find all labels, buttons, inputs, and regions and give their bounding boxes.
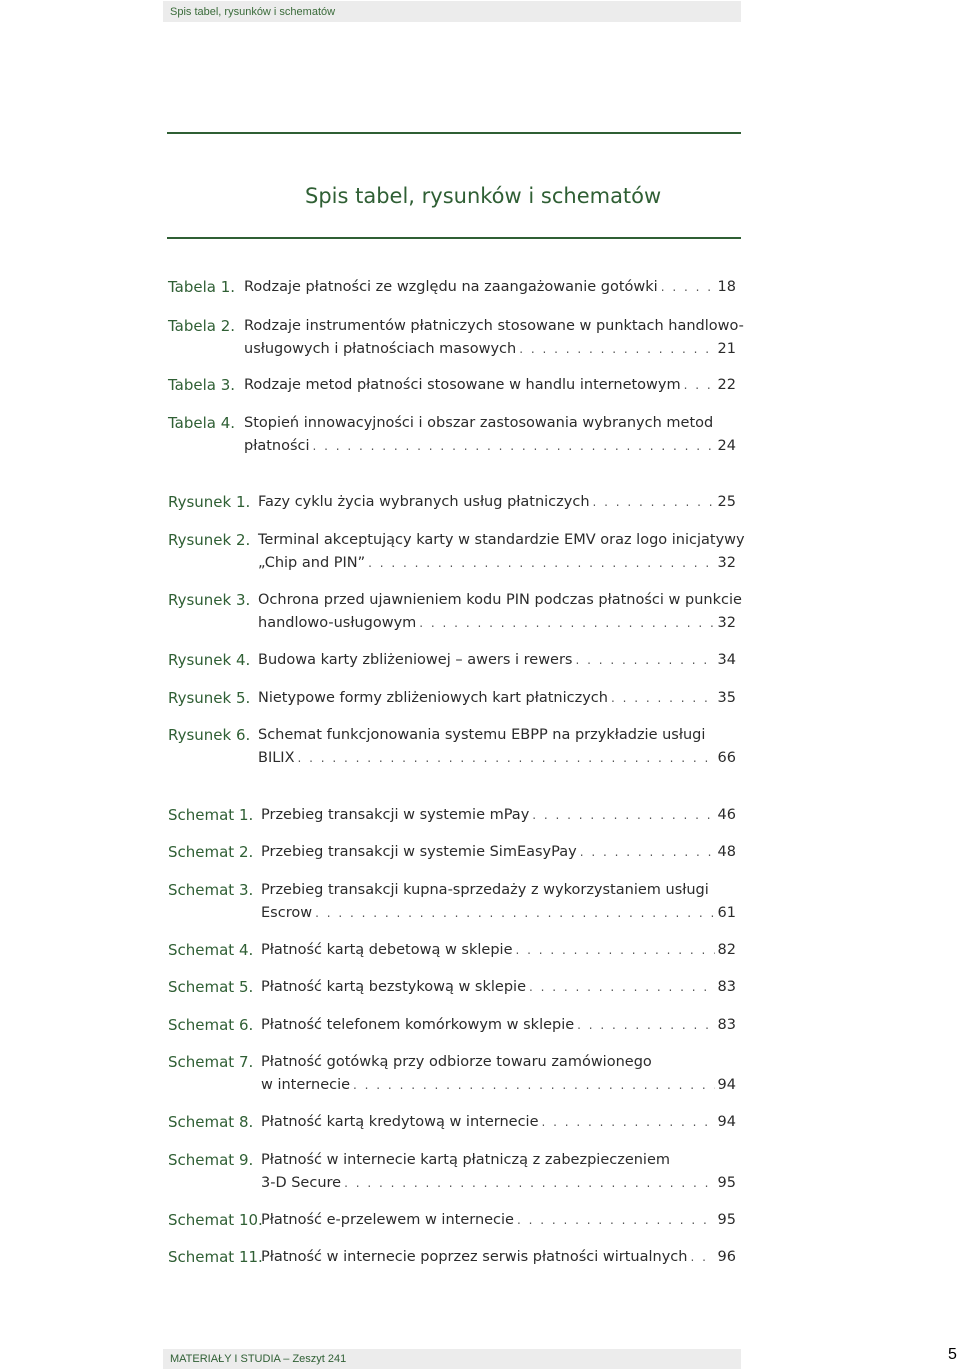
toc-entry (168, 1051, 736, 1097)
toc-entry-title: Fazy cyklu życia wybranych usług płatniczych (258, 494, 590, 510)
toc-entry (168, 315, 744, 361)
toc-entry (168, 1209, 736, 1232)
toc-entry-page: 35 (717, 690, 736, 706)
toc-entry-label: Rysunek 1. (168, 493, 251, 511)
toc-entry-label: Rysunek 6. (168, 726, 251, 744)
toc-entry-title: Stopień innowacyjności i obszar zastosowania wybranych metod (244, 415, 714, 431)
toc-entry-page: 34 (717, 652, 736, 668)
toc-entry-page: 83 (717, 1017, 736, 1033)
toc-entry-title: Płatność kartą debetową w sklepie (261, 942, 513, 958)
toc-entry-page: 94 (717, 1077, 736, 1093)
toc-entry-title: Terminal akceptujący karty w standardzie EMV oraz logo inicjatywy (258, 532, 745, 548)
toc-entry (168, 412, 736, 458)
toc-entry-page: 94 (717, 1114, 736, 1130)
toc-entry-page: 66 (717, 750, 736, 766)
toc-entry-title: Płatność w internecie poprzez serwis płatności wirtualnych (261, 1249, 688, 1265)
toc-entry-title: Płatność gotówką przy odbiorze towaru zamówionego (261, 1054, 652, 1070)
toc-entry-page: 25 (717, 494, 736, 510)
dot-leader (661, 276, 715, 299)
toc-entry-page: 96 (717, 1249, 736, 1265)
toc-entry-title: Rodzaje metod płatności stosowane w handlu internetowym (244, 377, 681, 393)
toc-entry-title: Płatność w internecie kartą płatniczą z zabezpieczeniem (261, 1152, 671, 1168)
toc-entry-page: 46 (717, 807, 736, 823)
toc-entry (168, 649, 736, 672)
toc-entry-label: Rysunek 5. (168, 689, 251, 707)
dot-leader (576, 649, 715, 672)
toc-entry-label: Schemat 3. (168, 881, 254, 899)
toc-entry-label: Schemat 5. (168, 978, 254, 996)
toc-entry-page: 95 (717, 1175, 736, 1191)
dot-leader (690, 1246, 714, 1269)
toc-entry-page: 48 (717, 844, 736, 860)
toc-entry-page: 18 (717, 279, 736, 295)
bottom-rule (167, 237, 741, 239)
toc-entry-label: Schemat 6. (168, 1016, 254, 1034)
toc-entry (168, 1111, 736, 1134)
toc-entry (168, 589, 742, 635)
page-title: Spis tabel, rysunków i schematów (305, 184, 662, 209)
toc-entry-title: handlowo-usługowym (258, 615, 417, 631)
toc-entry (168, 276, 736, 299)
toc-entry-title: płatności (244, 438, 310, 454)
dot-leader (542, 1111, 715, 1134)
toc-entry (168, 1014, 736, 1037)
toc-entry (168, 841, 736, 864)
toc-entry-title: Budowa karty zbliżeniowej – awers i rewers (258, 652, 573, 668)
toc-entry-title: Płatność e-przelewem w internecie (261, 1212, 514, 1228)
toc-entry-label: Rysunek 2. (168, 531, 251, 549)
running-header: Spis tabel, rysunków i schematów (170, 6, 336, 18)
toc-entry-label: Schemat 9. (168, 1151, 254, 1169)
toc-entry-page: 22 (717, 377, 736, 393)
toc-entry (168, 976, 736, 999)
toc-entry-page: 61 (717, 905, 736, 921)
toc-entry-label: Schemat 11. (168, 1248, 263, 1266)
toc-entry-label: Schemat 7. (168, 1053, 254, 1071)
toc-entry (168, 939, 736, 962)
toc-entry-page: 95 (717, 1212, 736, 1228)
toc-entry-title: Nietypowe formy zbliżeniowych kart płatniczych (258, 690, 608, 706)
dot-leader (577, 1014, 714, 1037)
toc-entry-title: Rodzaje płatności ze względu na zaangażowanie gotówki (244, 279, 658, 295)
dot-leader (529, 976, 715, 999)
toc-entry-title: Rodzaje instrumentów płatniczych stosowane w punktach handlowo- (244, 318, 744, 334)
dot-leader (368, 552, 714, 575)
toc-entry-label: Schemat 1. (168, 806, 254, 824)
top-rule (167, 132, 741, 134)
footer-series: MATERIAŁY I STUDIA – Zeszyt 241 (170, 1353, 347, 1365)
toc-entry-title: Przebieg transakcji w systemie SimEasyPay (261, 844, 577, 860)
toc-entry-page: 32 (717, 555, 736, 571)
toc-entry-title: 3-D Secure (261, 1175, 342, 1191)
toc-entry (168, 804, 736, 827)
toc-entry-page: 83 (717, 979, 736, 995)
dot-leader (532, 804, 714, 827)
dot-leader (315, 902, 714, 925)
toc-entry-title: Ochrona przed ujawnieniem kodu PIN podczas płatności w punkcie (258, 592, 742, 608)
toc-entry-label: Tabela 4. (168, 414, 236, 432)
toc-entry-label: Rysunek 4. (168, 651, 251, 669)
toc-entry-label: Tabela 3. (168, 376, 236, 394)
toc-entry-label: Schemat 8. (168, 1113, 254, 1131)
toc-entry (168, 687, 736, 710)
dot-leader (519, 338, 714, 361)
dot-leader (684, 374, 715, 397)
toc-entry (168, 1246, 736, 1269)
toc-entry-label: Schemat 2. (168, 843, 254, 861)
toc-entry-label: Tabela 2. (168, 317, 236, 335)
toc-entry-title: usługowych i płatnościach masowych (244, 341, 517, 357)
toc-entry-title: Płatność telefonem komórkowym w sklepie (261, 1017, 575, 1033)
toc-entry-label: Schemat 10. (168, 1211, 263, 1229)
toc-entry-page: 24 (717, 438, 736, 454)
toc-entry-label: Rysunek 3. (168, 591, 251, 609)
toc-entry-title: Przebieg transakcji kupna-sprzedaży z wykorzystaniem usługi (261, 882, 709, 898)
toc-entry-label: Tabela 1. (168, 278, 236, 296)
toc-entry-title: Schemat funkcjonowania systemu EBPP na przykładzie usługi (258, 727, 706, 743)
toc-entry-page: 82 (717, 942, 736, 958)
toc-entry (168, 529, 745, 575)
dot-leader (515, 939, 714, 962)
dot-leader (344, 1172, 714, 1195)
toc-entry-page: 21 (717, 341, 736, 357)
toc-entry-label: Schemat 4. (168, 941, 254, 959)
toc-entry-title: w internecie (261, 1077, 351, 1093)
toc-entry-title: Płatność kartą kredytową w internecie (261, 1114, 539, 1130)
dot-leader (298, 747, 715, 770)
toc-entry (168, 879, 736, 925)
toc-entry-title: Płatność kartą bezstykową w sklepie (261, 979, 526, 995)
toc-entry (168, 374, 736, 397)
toc-entry-page: 32 (717, 615, 736, 631)
page-number: 5 (948, 1346, 957, 1363)
toc-entry-title: Escrow (261, 905, 313, 921)
dot-leader (593, 491, 715, 514)
dot-leader (419, 612, 714, 635)
dot-leader (580, 841, 715, 864)
dot-leader (611, 687, 715, 710)
dot-leader (517, 1209, 715, 1232)
toc-entry (168, 491, 736, 514)
dot-leader (353, 1074, 715, 1097)
toc-entry (168, 724, 736, 770)
toc-entry-title: Przebieg transakcji w systemie mPay (261, 807, 530, 823)
toc-entry (168, 1149, 736, 1195)
toc-entry-title: „Chip and PIN” (258, 555, 366, 571)
toc-entry-title: BILIX (258, 750, 295, 766)
dot-leader (313, 435, 715, 458)
